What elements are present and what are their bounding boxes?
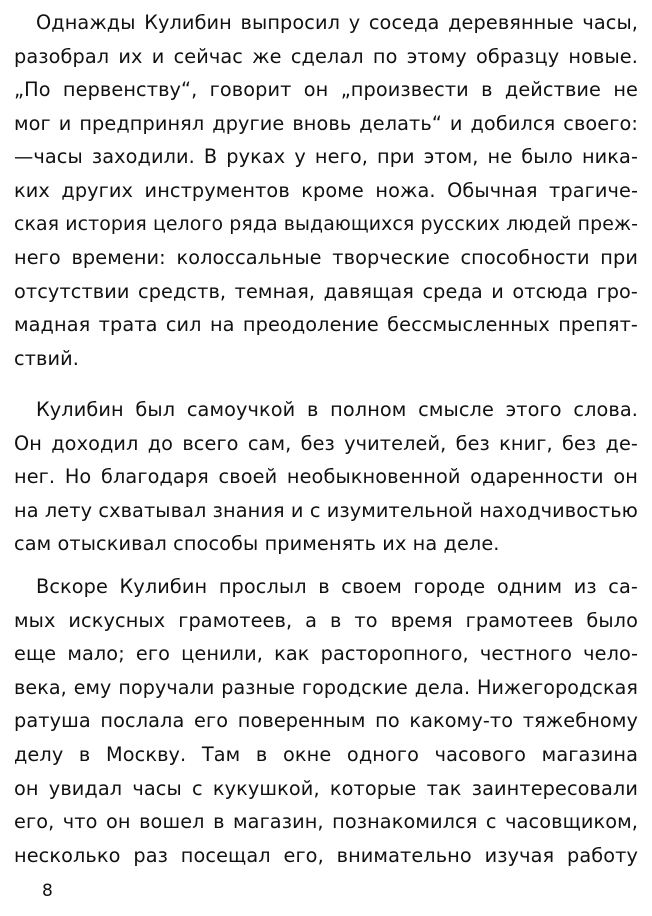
paragraph — [14, 6, 638, 376]
text-line: сам отыскивал способы применять их на деле. — [14, 532, 500, 556]
text-line: ких других инструментов кроме ножа. Обычная трагиче- — [14, 178, 638, 202]
text-line: его, что он вошел в магазин, познакомился с часовщиком, — [14, 810, 638, 834]
text-line: ствий. — [14, 346, 79, 370]
text-line: мых искусных грамотеев, а в то время грамотеев было — [14, 608, 638, 632]
text-line: отсутствии средств, темная, давящая среда и отсюда гро- — [14, 279, 638, 303]
page-number: 8 — [42, 881, 53, 901]
text-line: „По первенству“, говорит он „произвести в действие не — [14, 78, 638, 102]
text-line: него времени: колоссальные творческие способности при — [14, 246, 638, 270]
text-line: нег. Но благодаря своей необыкновенной одаренности он — [14, 465, 638, 489]
text-line: мог и предпринял другие вновь делать“ и добился своего: — [14, 111, 638, 135]
text-line: на лету схватывал знания и с изумительной находчивостью — [14, 498, 638, 522]
paragraph — [14, 393, 638, 561]
text-line: разобрал их и сейчас же сделал по этому образцу новые. — [14, 44, 638, 68]
text-line: мадная трата сил на преодоление бессмысленных препят- — [14, 313, 638, 337]
text-line: ская история целого ряда выдающихся русских людей преж- — [14, 212, 638, 235]
text-line: Он доходил до всего сам, без учителей, без книг, без де- — [14, 431, 638, 455]
text-line: несколько раз посещал его, внимательно изучая работу — [14, 843, 638, 867]
text-line: ратуша послала его поверенным по какому-то тяжебному — [14, 709, 638, 733]
text-line: Вскоре Кулибин прослыл в своем городе одним из са- — [36, 575, 638, 598]
paragraph — [14, 570, 638, 872]
text-line: Кулибин был самоучкой в полном смысле этого слова. — [36, 398, 638, 421]
text-line: Однажды Кулибин выпросил у соседа деревянные часы, — [36, 11, 638, 34]
text-line: —часы заходили. В руках у него, при этом, не было ника- — [14, 145, 638, 169]
text-line: он увидал часы с кукушкой, которые так заинтересовали — [14, 776, 638, 800]
text-line: века, ему поручали разные городские дела. Нижегородская — [14, 675, 638, 699]
text-line: делу в Москву. Там в окне одного часового магазина — [14, 742, 638, 766]
text-line: еще мало; его ценили, как расторопного, честного чело- — [14, 642, 638, 666]
